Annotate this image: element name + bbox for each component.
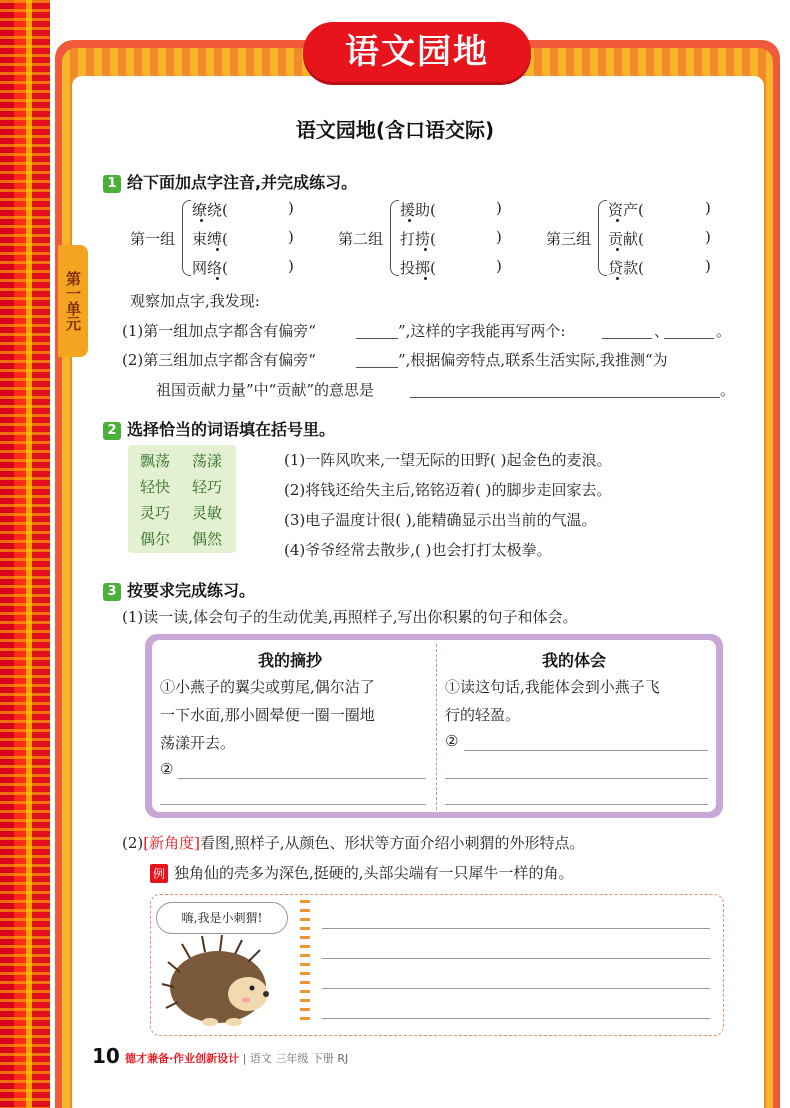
group3-paren-3: ) <box>705 257 711 275</box>
sentence-3: (3)电子温度计很( ),能精确显示出当前的气温。 <box>284 511 597 529</box>
group2-paren-3: ) <box>496 257 502 275</box>
hedgehog-write-line[interactable] <box>322 988 710 989</box>
excerpt-left-mark2: ② <box>160 760 174 778</box>
header-badge: 语文园地 <box>303 22 531 82</box>
word-bank <box>128 445 236 553</box>
group1-word-2: 束缚( <box>192 230 228 248</box>
word-bank-item: 灵敏 <box>192 504 223 522</box>
example-line <box>150 862 574 883</box>
group2-label: 第二组 <box>338 230 384 248</box>
example-label: 例 <box>150 864 168 883</box>
group2-word-2: 打捞( <box>400 230 436 248</box>
group1-label: 第一组 <box>130 230 176 248</box>
group3-paren-2: ) <box>705 228 711 246</box>
observe-text: 观察加点字,我发现: <box>130 292 260 310</box>
group3-word-3: 贷款( <box>608 259 644 277</box>
section1-heading <box>103 170 357 193</box>
q2-text-a: (2)第三组加点字都含有偏旁“ <box>122 351 316 369</box>
group3-word-2: 贡献( <box>608 230 644 248</box>
unit-side-tab: 第一单元 <box>58 245 88 357</box>
q1-blank-radical[interactable] <box>356 338 398 339</box>
group3-word-1: 资产( <box>608 201 644 219</box>
excerpt-left-write-line[interactable] <box>160 804 426 805</box>
section1-number: 1 <box>103 175 121 193</box>
sentence-4: (4)爷爷经常去散步,( )也会打打太极拳。 <box>284 541 552 559</box>
excerpt-right-line: ①读这句话,我能体会到小燕子飞 <box>445 678 660 696</box>
q2-text-c: 祖国贡献力量”中“贡献”的意思是 <box>156 381 375 399</box>
sentence-2: (2)将钱还给失主后,铭铭迈着( )的脚步走回家去。 <box>284 481 612 499</box>
dot-mark <box>616 277 619 280</box>
excerpt-left-line: 荡漾开去。 <box>160 734 236 752</box>
section3-number: 3 <box>103 583 121 601</box>
notebook-spiral <box>300 900 310 1026</box>
dot-mark <box>616 219 619 222</box>
word-bank-item: 偶然 <box>192 530 223 548</box>
sentence-1: (1)一阵风吹来,一望无际的田野( )起金色的麦浪。 <box>284 451 612 469</box>
excerpt-right-write-line[interactable] <box>464 750 708 751</box>
left-decor-band <box>0 0 50 1108</box>
q1-text-b: ”,这样的字我能再写两个: <box>398 322 566 340</box>
page-title: 语文园地(含口语交际) <box>295 118 495 142</box>
group1-paren-1: ) <box>288 199 294 217</box>
excerpt-box <box>152 640 716 812</box>
excerpt-left-line: ①小燕子的翼尖或剪尾,偶尔沾了 <box>160 678 375 696</box>
section3-heading-text: 按要求完成练习。 <box>127 581 256 600</box>
q1-blank-word2[interactable] <box>664 338 714 339</box>
word-bank-item: 轻快 <box>140 478 171 496</box>
section1-heading-text: 给下面加点字注音,并完成练习。 <box>127 173 358 192</box>
dot-mark <box>424 277 427 280</box>
q2-text-d: 。 <box>720 381 736 399</box>
section3-heading <box>103 578 255 601</box>
dot-mark <box>200 219 203 222</box>
dot-mark <box>216 277 219 280</box>
group2-paren-2: ) <box>496 228 502 246</box>
dot-mark <box>424 248 427 251</box>
section2-heading <box>103 417 335 440</box>
group1-paren-2: ) <box>288 228 294 246</box>
word-bank-item: 荡漾 <box>192 452 223 470</box>
group1-word-1: 缭绕( <box>192 201 228 219</box>
dot-mark <box>216 248 219 251</box>
new-angle-tag: [新角度] <box>143 834 200 852</box>
excerpt-right-head: 我的体会 <box>542 651 607 670</box>
q1-blank-word1[interactable] <box>602 338 652 339</box>
q2-blank-meaning[interactable] <box>410 397 720 398</box>
group3-paren-1: ) <box>705 199 711 217</box>
word-bank-item: 轻巧 <box>192 478 223 496</box>
dot-mark <box>616 248 619 251</box>
excerpt-divider <box>436 644 437 810</box>
hedgehog-write-line[interactable] <box>322 958 710 959</box>
section3-q2: (2)[新角度]看图,照样子,从颜色、形状等方面介绍小刺猬的外形特点。 <box>122 834 585 852</box>
excerpt-left-line: 一下水面,那小圆晕便一圈一圈地 <box>160 706 375 724</box>
footer-brand: 德才兼备·作业创新设计 <box>125 1052 240 1065</box>
group3-label: 第三组 <box>546 230 592 248</box>
footer-info <box>125 1050 348 1066</box>
excerpt-left-write-line[interactable] <box>178 778 426 779</box>
group2-brace <box>390 200 399 276</box>
section2-heading-text: 选择恰当的词语填在括号里。 <box>127 420 336 439</box>
group1-brace <box>182 200 191 276</box>
q1-text-d: 。 <box>716 322 732 340</box>
word-bank-item: 偶尔 <box>140 530 171 548</box>
group2-paren-1: ) <box>496 199 502 217</box>
group1-paren-3: ) <box>288 257 294 275</box>
group3-brace <box>598 200 607 276</box>
hedgehog-write-line[interactable] <box>322 1018 710 1019</box>
word-bank-item: 飘荡 <box>140 452 171 470</box>
section3-q1: (1)读一读,体会句子的生动优美,再照样子,写出你积累的句子和体会。 <box>122 608 578 626</box>
hedgehog-write-line[interactable] <box>322 928 710 929</box>
dot-mark <box>408 219 411 222</box>
group1-word-3: 网络( <box>192 259 228 277</box>
q2-blank-radical[interactable] <box>356 367 398 368</box>
excerpt-left-head: 我的摘抄 <box>258 651 323 670</box>
section2-number: 2 <box>103 422 121 440</box>
hedgehog-illustration <box>160 932 280 1027</box>
excerpt-right-mark2: ② <box>445 732 459 750</box>
excerpt-right-write-line[interactable] <box>445 778 708 779</box>
page-number: 10 <box>92 1044 120 1068</box>
q2-text-b: ”,根据偏旁特点,联系生活实际,我推测“为 <box>398 351 668 369</box>
excerpt-right-write-line[interactable] <box>445 804 708 805</box>
hedgehog-speech-bubble: 嗨,我是小刺猬! <box>156 902 288 934</box>
excerpt-right-line: 行的轻盈。 <box>445 706 521 724</box>
q1-text-c: 、 <box>654 322 670 340</box>
q1-text-a: (1)第一组加点字都含有偏旁“ <box>122 322 316 340</box>
group2-word-3: 投掷( <box>400 259 436 277</box>
group2-word-1: 援助( <box>400 201 436 219</box>
footer-details: | 语文 三年级 下册 RJ <box>242 1052 349 1065</box>
word-bank-item: 灵巧 <box>140 504 171 522</box>
example-text: 独角仙的壳多为深色,挺硬的,头部尖端有一只犀牛一样的角。 <box>174 864 574 882</box>
